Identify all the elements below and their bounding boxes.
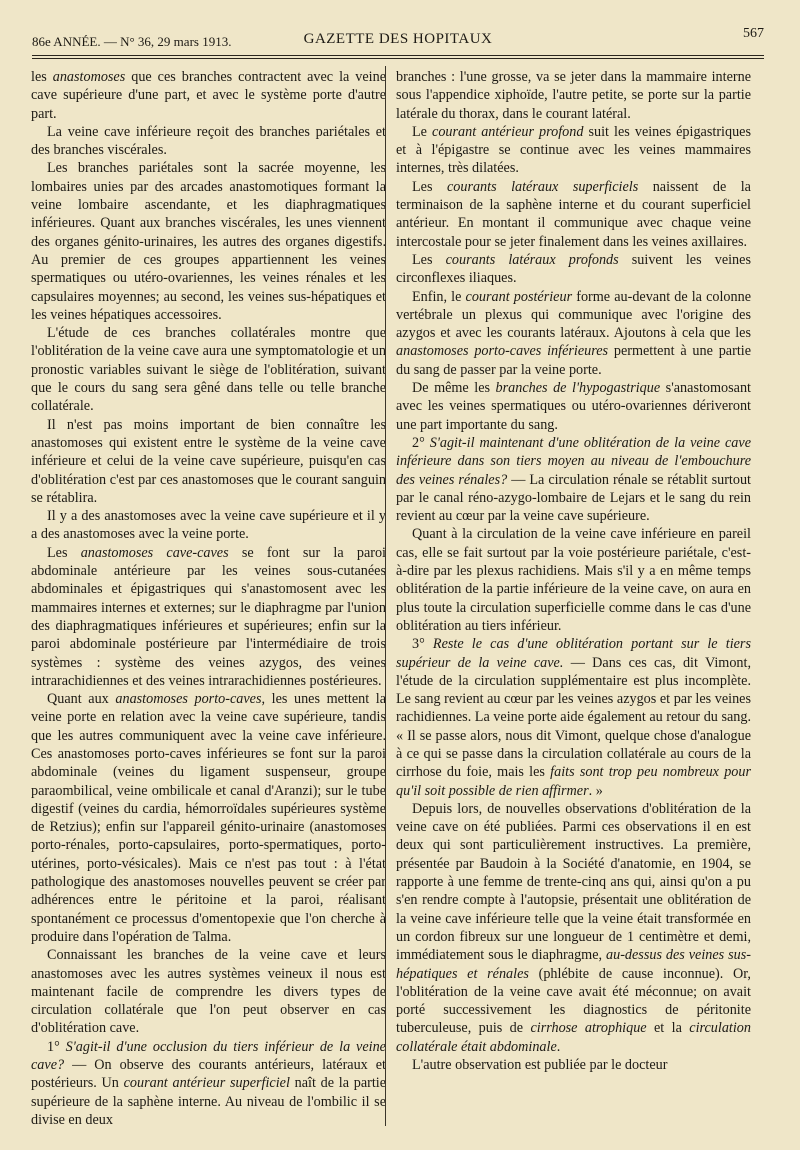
paragraph bbox=[31, 324, 386, 415]
paragraph bbox=[396, 1056, 751, 1074]
paragraph bbox=[31, 1038, 386, 1129]
paragraph bbox=[31, 416, 386, 507]
text-run: branches : l'une grosse, va se jeter dans la mammaire interne sous l'appendice xiphoïde, l'autre petite, se porte sur la partie latérale du thorax, dans le courant latéral. bbox=[396, 69, 751, 122]
italic-run: courant postérieur bbox=[465, 288, 573, 305]
text-run: — On observe des courants antérieurs, latéraux et postérieurs. Un bbox=[31, 1057, 386, 1092]
text-run: permettent à une partie du sang de passer par la veine porte. bbox=[396, 343, 751, 378]
text-run: (phlébite de cause inconnue). Or, l'oblitération de la veine cave avait été méconnue; on avait porté successivement les diagnostics de péritonite tuberculeuse, puis de bbox=[396, 965, 751, 1037]
text-run: — La circulation rénale se rétablit surtout par le canal réno-azygo-lombaire de Lejars et le sang du rein revient au cœur par la veine cave supérieure. bbox=[396, 471, 751, 525]
page-number: 567 bbox=[743, 26, 764, 41]
paragraph bbox=[396, 635, 751, 800]
paragraph bbox=[31, 544, 386, 690]
italic-run: courant antérieur profond bbox=[432, 123, 584, 140]
italic-run: courants latéraux superficiels bbox=[446, 178, 639, 195]
text-run: . bbox=[556, 1038, 561, 1055]
text-run: Le bbox=[412, 123, 433, 140]
header-rule-thin bbox=[32, 58, 764, 59]
text-run: De même les bbox=[412, 380, 496, 397]
italic-run: S'agit-il d'une occlusion du tiers inférieur de la veine cave? bbox=[31, 1038, 386, 1074]
text-run: Il y a des anastomoses avec la veine cave supérieure et il y a des anastomoses avec la veine porte. bbox=[31, 508, 386, 543]
italic-run: branches de l'hypogastrique bbox=[495, 380, 661, 397]
paragraph bbox=[31, 507, 386, 544]
text-run: Connaissant les branches de la veine cave et leurs anastomoses avec les autres systèmes veineux il nous est maintenant facile de comprendre les divers types de circulation collatérale que l'on peut observer en cas d'oblitération cave. bbox=[31, 947, 386, 1037]
text-run: se font sur la paroi abdominale antérieure par les veines sous-cutanées abdominales et épigastriques qui s'anastomosent avec les mammaires internes et externes; sur le diaphragme par l'union des diaphragmatiques inférieures et supérieures; enfin sur la paroi abdominale postérieure par l'intermédiaire de trois systèmes : système des veines azygos, des veines intrarachidiennes et des veines intrarachidiennes postérieures. bbox=[31, 544, 386, 689]
text-run: naît de la partie supérieure de la saphène interne. Au niveau de l'ombilic il se divise en deux bbox=[31, 1075, 387, 1128]
text-run: et la bbox=[646, 1020, 690, 1037]
paragraph bbox=[396, 178, 751, 251]
text-run: — Dans ces cas, dit Vimont, l'étude de la circulation supplémentaire est plus incomplète. Le sang revient au cœur par les veines azygos et par les veines rachidiennes. La veine porte aide également au retour du sang. « Il se passe alors, nous dit Vimont, quelque chose d'analogue à ce qui se passe dans la circulation collatérale au cours de la cirrhose du foie, mais les bbox=[396, 654, 751, 781]
italic-run: Reste le cas d'une oblitération portant sur le tiers supérieur de la veine cave. bbox=[396, 636, 751, 671]
header-rule bbox=[32, 55, 764, 56]
text-run: Depuis lors, de nouvelles observations d'oblitération de la veine cave on été publiées. Parmi ces observations il en est deux qui sont particulièrement instructives. La première, présentée par Baudoin à la Société d'anatomie, en 1904, se rapporte à une femme de trente-cinq ans qui, ainsi qu'on a pu s'en rendre compte à l'autopsie, présentait une oblitération de la veine cave inférieure telle que la veine était transformée en un cordon fibreux sur une longueur de 1 centimètre et demi, immédiatement sous le diaphragme, bbox=[396, 800, 751, 964]
paragraph bbox=[396, 800, 751, 1056]
text-run: forme au-devant de la colonne vertébrale un plexus qui communique avec l'origine des azygos et avec les courants latéraux. Ajoutons à cela que les bbox=[396, 288, 751, 342]
text-run: Les bbox=[412, 251, 446, 268]
italic-run: courant antérieur superficiel bbox=[123, 1075, 290, 1092]
paragraph bbox=[31, 68, 386, 123]
text-run: Les bbox=[412, 178, 447, 195]
text-run: suivent les veines circonflexes iliaques. bbox=[396, 251, 751, 287]
journal-title: GAZETTE DES HOPITAUX bbox=[303, 31, 493, 47]
text-run: Quant aux bbox=[47, 691, 116, 708]
text-run: Les bbox=[47, 544, 81, 561]
italic-run: au-dessus des veines sus-hépatiques et rénales bbox=[396, 947, 752, 982]
italic-run: anastomoses porto-caves inférieures bbox=[396, 343, 609, 360]
paragraph bbox=[31, 159, 386, 324]
right-column bbox=[396, 68, 751, 1074]
text-run: Il n'est pas moins important de bien connaître les anastomoses qui existent entre le système de la veine cave inférieure et celui de la veine cave supérieure, puisqu'en cas d'oblitération c'est par ces anastomoses que le courant sanguin se rétablira. bbox=[31, 416, 386, 506]
paragraph bbox=[31, 123, 386, 160]
issue-line: 86e ANNÉE. — N° 36, 29 mars 1913. bbox=[32, 34, 232, 49]
paragraph bbox=[396, 288, 751, 379]
italic-run: anastomoses bbox=[52, 69, 126, 85]
text-run: , les unes mettent la veine porte en relation avec la veine cave supérieure, tandis que les autres communiquent avec la veine cave inférieure. Ces anastomoses porto-caves inférieures se font sur la paroi abdominale (veines du ligament suspenseur, groupe paraombilical, veine ombilicale et canal d'Aranzi); sur le tube digestif (veines du cardia, hémorroïdales supérieures système de Retzius); enfin sur l'appareil génito-urinaire (anastomoses porto-rénales, porto-capsulaires, porto-spermatiques, porto-utérines, porto-vésicales). Mais ce n'est pas tout : à l'état pathologique des anastomoses nouvelles peuvent se créer par adhérences entre le péritoine et la paroi, réalisant spontanément ce processus d'omentopexie que l'on cherche à produire dans l'opération de Talma. bbox=[31, 691, 386, 945]
italic-run: circulation collatérale était abdominale bbox=[396, 1020, 751, 1055]
text-run: Les branches pariétales sont la sacrée moyenne, les lombaires unies par des arcades anastomotiques formant la veine lombaire ascendante, et les diaphragmatiques inférieures. Quant aux branches viscérales, les unes viennent des organes génito-urinaires, les autres des organes digestifs. Au premier de ces groupes appartiennent les veines spermatiques ou utéro-ovariennes, les veines rénales et les capsulaires moyennes; au second, les veines sus-hépatiques et les veines hépatiques accessoires. bbox=[31, 160, 386, 323]
text-run: Quant à la circulation de la veine cave inférieure en pareil cas, elle se fait surtout par la voie postérieure pariétale, c'est-à-dire par les plexus rachidiens. Mais s'il y a en même temps oblitération de la partie inférieure de la veine cave, on aura en plus toute la circulation superficielle comme dans le cas d'une oblitération au tiers inférieur. bbox=[396, 526, 751, 634]
column-divider bbox=[385, 66, 386, 1126]
text-run: Enfin, le bbox=[412, 288, 466, 305]
paragraph bbox=[396, 525, 751, 635]
italic-run: anastomoses porto-caves bbox=[115, 691, 262, 708]
italic-run: cirrhose atrophique bbox=[530, 1020, 647, 1037]
paragraph bbox=[396, 251, 751, 288]
text-run: les bbox=[31, 69, 53, 85]
text-run: 2° bbox=[412, 434, 430, 451]
italic-run: faits sont trop peu nombreux pour qu'il soit possible de rien affirmer bbox=[396, 764, 751, 799]
paragraph bbox=[396, 434, 751, 525]
text-run: naissent de la terminaison de la saphène interne et du courant superficiel antérieur. En montant il communique avec chaque veine intercostale pour se jeter finalement dans les veines axillaires. bbox=[396, 178, 751, 250]
paragraph bbox=[396, 123, 751, 178]
text-run: L'autre observation est publiée par le docteur bbox=[412, 1057, 668, 1074]
italic-run: courants latéraux profonds bbox=[445, 251, 619, 268]
text-run: s'anastomosant avec les veines spermatiques ou utéro-ovariennes dériveront une part importante du sang. bbox=[396, 380, 751, 433]
text-run: La veine cave inférieure reçoit des branches pariétales et des branches viscérales. bbox=[31, 123, 386, 159]
left-column bbox=[31, 68, 386, 1129]
text-run: suit les veines épigastriques et à l'épigastre se continue avec les veines mammaires internes, très dilatées. bbox=[396, 123, 751, 177]
text-run: . » bbox=[588, 782, 603, 799]
paragraph bbox=[396, 68, 751, 123]
page-header bbox=[32, 26, 764, 56]
text-run: L'étude de ces branches collatérales montre que l'oblitération de la veine cave aura une symptomatologie et un pronostic variables suivant le siège de l'oblitération, suivant que le cours du sang sera gêné dans telle ou telle branche collatérale. bbox=[31, 325, 386, 415]
text-run: 1° bbox=[47, 1038, 66, 1055]
italic-run: S'agit-il maintenant d'une oblitération de la veine cave inférieure dans son tiers moyen au niveau de l'embouchure des veines rénales? bbox=[396, 434, 751, 488]
paragraph bbox=[31, 946, 386, 1037]
text-run: 3° bbox=[412, 636, 433, 653]
paragraph bbox=[31, 690, 386, 946]
paragraph bbox=[396, 379, 751, 434]
text-run: que ces branches contractent avec la veine cave supérieure d'une part, et avec le système porte d'autre part. bbox=[31, 69, 386, 122]
italic-run: anastomoses cave-caves bbox=[80, 544, 229, 561]
